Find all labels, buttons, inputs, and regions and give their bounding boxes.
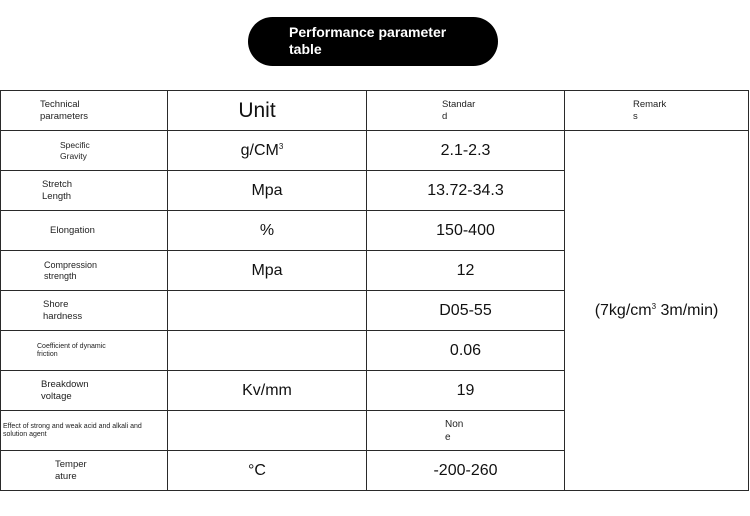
standard-cell: 13.72-34.3 (367, 171, 565, 211)
standard-cell: D05-55 (367, 291, 565, 331)
standard-cell: 12 (367, 251, 565, 291)
param-cell: Specific Gravity (1, 131, 168, 171)
param-cell: Compression strength (1, 251, 168, 291)
table-header-row (1, 91, 749, 131)
unit-cell: $g/CM^3$ (168, 131, 367, 171)
table-title-text: Performance parameter table (289, 24, 447, 57)
standard-cell: 2.1-2.3 (367, 131, 565, 171)
remarks-cell: ($7kg/cm^3$ 3m/min) (565, 131, 749, 491)
unit-cell: Kv/mm (168, 371, 367, 411)
param-cell: Stretch Length (1, 171, 168, 211)
param-cell: Elongation (1, 211, 168, 251)
standard-cell: -200-260 (367, 451, 565, 491)
standard-cell: 150-400 (367, 211, 565, 251)
standard-cell: Non e (367, 411, 565, 451)
param-cell: Temper ature (1, 451, 168, 491)
standard-cell: 19 (367, 371, 565, 411)
header-technical-parameters: Technical parameters (1, 91, 168, 131)
header-unit: Unit (168, 91, 367, 131)
unit-cell: Mpa (168, 171, 367, 211)
param-cell: Breakdown voltage (1, 371, 168, 411)
param-cell: Shore hardness (1, 291, 168, 331)
param-cell: Effect of strong and weak acid and alkali and solution agent (1, 411, 168, 451)
unit-cell (168, 291, 367, 331)
unit-cell (168, 331, 367, 371)
standard-cell: 0.06 (367, 331, 565, 371)
unit-cell: °C (168, 451, 367, 491)
header-remarks: Remark s (565, 91, 749, 131)
param-cell: Coefficient of dynamic friction (1, 331, 168, 371)
table-title (248, 17, 498, 66)
table-row (1, 131, 749, 171)
unit-cell: Mpa (168, 251, 367, 291)
header-standard: Standar d (367, 91, 565, 131)
performance-parameter-table (0, 90, 749, 491)
unit-cell (168, 411, 367, 451)
unit-cell: % (168, 211, 367, 251)
